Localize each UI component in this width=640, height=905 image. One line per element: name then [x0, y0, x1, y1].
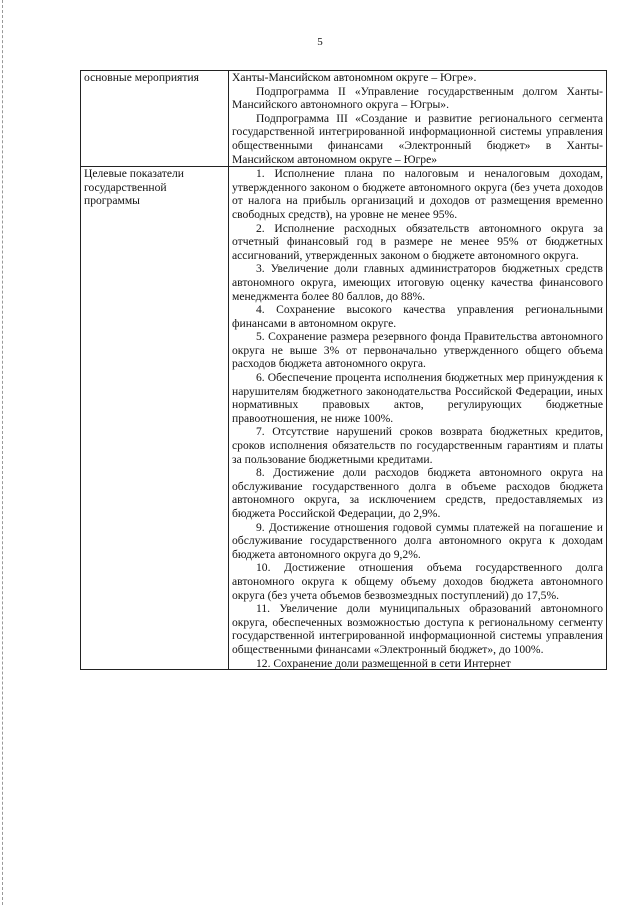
row-content-main-activities — [229, 71, 607, 167]
indicator-item: 6. Обеспечение процента исполнения бюджетных мер принуждения к нарушителям бюджетного законодательства Российской Федерации, иных нормативных правовых актов, регулирующих бюджетные правоотношения, не ниже 100%. — [232, 371, 603, 425]
indicator-item: 11. Увеличение доли муниципальных образований автономного округа, обеспеченных возможностью доступа к региональному сегменту государственной интегрированной информационной системы управления общественными финансами «Электронный бюджет», до 100%. — [232, 602, 603, 656]
table-row-main-activities — [81, 71, 607, 167]
indicator-item: 2. Исполнение расходных обязательств автономного округа за отчетный финансовый год в размере не менее 95% от бюджетных ассигнований, утвержденных законом о бюджете автономного округа. — [232, 221, 603, 262]
indicator-item: 9. Достижение отношения годовой суммы платежей на погашение и обслуживание государственного долга автономного округа к доходам бюджета автономного округа до 9,2%. — [232, 520, 603, 561]
program-passport-table — [80, 70, 607, 670]
indicator-item: 1. Исполнение плана по налоговым и неналоговым доходам, утвержденного законом о бюджете автономного округа (без учета доходов от налога на прибыль организаций и доходов от размещения временно свободных средств), на уровне не менее 95%. — [232, 167, 603, 221]
row-label-main-activities: основные мероприятия — [81, 71, 229, 167]
indicator-item: 4. Сохранение высокого качества управления региональными финансами в автономном округе. — [232, 303, 603, 330]
subprogram-3-paragraph: Подпрограмма III «Создание и развитие регионального сегмента государственной интегрированной информационной системы управления общественными финансами «Электронный бюджет» в Ханты-Мансийском автономном округе – Югре» — [232, 111, 603, 166]
subprogram-2-paragraph: Подпрограмма II «Управление государственным долгом Ханты-Мансийского автономного округа – Югры». — [232, 84, 603, 112]
indicator-item: 3. Увеличение доли главных администраторов бюджетных средств автономного округа, имеющих итоговую оценку качества финансового менеджмента более 80 баллов, до 88%. — [232, 262, 603, 303]
indicator-item-truncated: 12. Сохранение доли размещенной в сети Интернет — [256, 656, 511, 669]
row-content-target-indicators — [229, 167, 607, 669]
indicator-item: 7. Отсутствие нарушений сроков возврата бюджетных кредитов, сроков исполнения обязательств по государственным гарантиям и платы за пользование бюджетными кредитами. — [232, 425, 603, 466]
indicator-item: 10. Достижение отношения объема государственного долга автономного округа к общему объему доходов бюджета автономного округа (без учета объемов безвозмездных поступлений) до 17,5%. — [232, 561, 603, 602]
page-number: 5 — [317, 36, 323, 48]
indicator-item: 5. Сохранение размера резервного фонда Правительства автономного округа не выше 3% от первоначально утвержденного общего объема расходов бюджета автономного округа. — [232, 330, 603, 371]
scan-edge-line — [2, 0, 4, 905]
table-row-target-indicators — [81, 167, 607, 669]
indicator-item: 8. Достижение доли расходов бюджета автономного округа на обслуживание государственного долга в объеме расходов бюджета автономного округа, за исключением средств, предоставляемых из бюджета Российской Федерации, до 2,9%. — [232, 466, 603, 520]
activities-paragraph-continuation: Ханты-Мансийском автономном округе – Югре». — [232, 71, 477, 84]
row-label-target-indicators: Целевые показатели государственной программы — [81, 167, 229, 669]
